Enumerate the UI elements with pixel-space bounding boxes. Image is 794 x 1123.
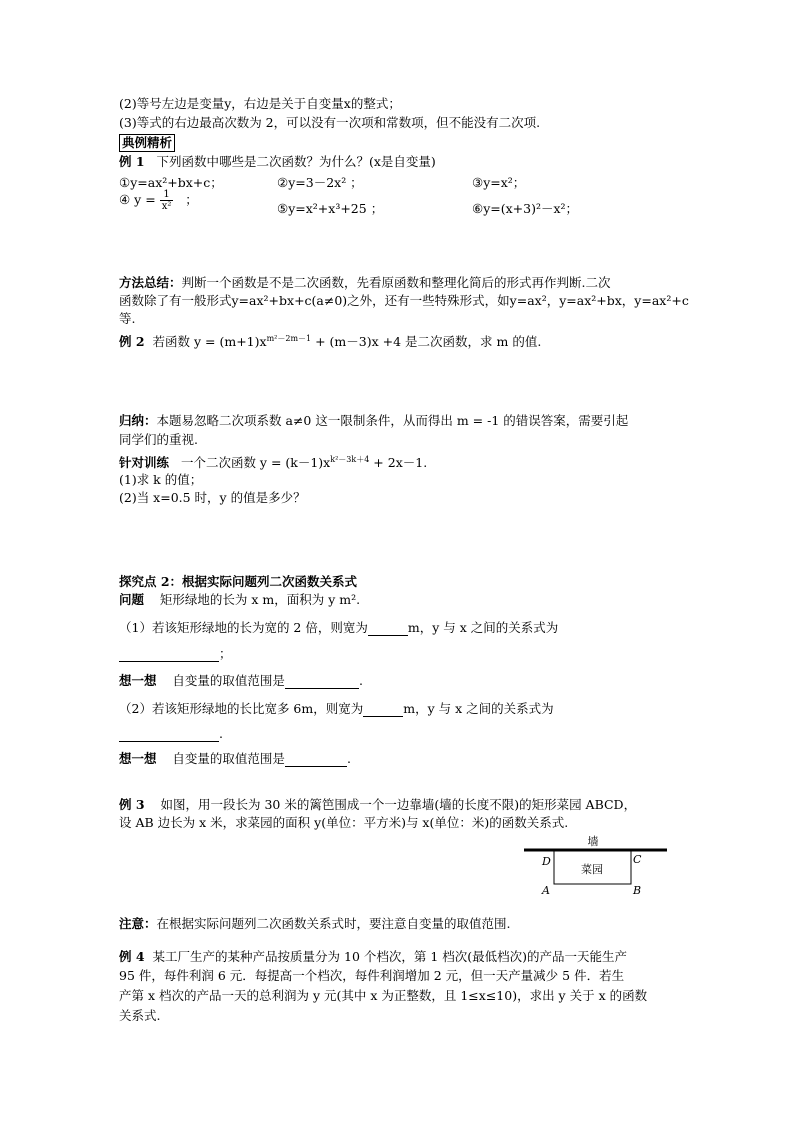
think-label: 想一想: [119, 751, 157, 766]
example-text: 下列函数中哪些是二次函数？为什么？(x是自变量): [156, 154, 436, 169]
example-4-line3: 产第 x 档次的产品一天的总利润为 y 元(其中 x 为正整数，且 1≤x≤10)，求出 y 关于 x 的函数: [119, 988, 648, 1003]
summary-text: 本题易忽略二次项系数 a≠0 这一限制条件，从而得出 m = -1 的错误答案，需要引起: [156, 413, 629, 428]
question-1-answer: [119, 646, 232, 662]
question-text: （2）若该矩形绿地的长比宽多 6m，则宽为: [119, 701, 364, 716]
think-text: 自变量的取值范围是: [172, 673, 285, 688]
probe-title: 探究点 2：根据实际问题列二次函数关系式: [119, 574, 358, 589]
example-label: 例 3: [119, 797, 145, 812]
point-d-label: D: [542, 855, 551, 868]
training-prompt: [119, 452, 427, 471]
garden-label: 菜园: [581, 863, 603, 876]
option-5: ⑤y=x²+x³+25 ；: [277, 201, 384, 216]
think-1: [119, 673, 363, 689]
point-b-label: B: [633, 884, 642, 897]
answer-blank[interactable]: [119, 727, 219, 742]
fraction: [160, 189, 174, 212]
question-text: （1）若该矩形绿地的长为宽的 2 倍，则宽为: [119, 620, 368, 635]
example-4-line1: [119, 949, 627, 965]
garden-figure: [521, 830, 671, 898]
example-3-line2: 设 AB 边长为 x 米，求菜园的面积 y(单位：平方米)与 x(单位：米)的函数关系式.: [119, 815, 569, 830]
point-a-label: A: [542, 884, 550, 897]
option-4: [119, 189, 198, 212]
training-question-2: (2)当 x=0.5 时，y 的值是多少？: [119, 490, 306, 505]
training-text: 一个二次函数 y = (k－1)x: [180, 455, 331, 471]
answer-blank[interactable]: [119, 647, 219, 662]
example-text: + (m－3)x +4 是二次函数，求 m 的值.: [311, 334, 542, 350]
exponent: k²－3k＋4: [330, 455, 370, 464]
question-text: m，y 与 x 之间的关系式为: [403, 701, 554, 716]
option-6: ⑥y=(x+3)²－x²；: [472, 201, 579, 216]
example-label: 例 2: [119, 334, 145, 350]
option-3: ③y=x²；: [472, 175, 526, 190]
section-title-text: 典例精析: [119, 134, 175, 152]
example-label: 例 1: [119, 154, 145, 169]
method-summary-line3: 等.: [119, 311, 136, 326]
question-2: [119, 701, 554, 717]
summary-line2: 同学们的重视.: [119, 432, 198, 447]
method-summary-line1: [119, 275, 611, 291]
example-1-prompt: [119, 154, 436, 170]
think-label: 想一想: [119, 673, 157, 688]
example-4-line4: 关系式.: [119, 1008, 161, 1023]
problem-text: 矩形绿地的长为 x m，面积为 y m².: [159, 592, 361, 607]
example-text: 如图，用一段长为 30 米的篱笆围成一个一边靠墙(墙的长度不限)的矩形菜园 ABCD，: [160, 797, 637, 812]
line-end: .: [346, 751, 351, 766]
method-label: 方法总结：: [119, 275, 182, 290]
method-text: 判断一个函数是不是二次函数，先看原函数和整理化简后的形式再作判断.二次: [181, 275, 611, 290]
point-c-label: C: [633, 853, 642, 866]
text-line: (3)等式的右边最高次数为 2，可以没有一次项和常数项，但不能没有二次项.: [119, 115, 541, 130]
option-4-prefix: ④ y =: [119, 192, 156, 207]
answer-blank[interactable]: [285, 674, 359, 689]
summary-label: 归纳：: [119, 413, 157, 428]
question-2-answer: [119, 726, 223, 742]
line-end: ；: [219, 646, 232, 661]
note: [119, 916, 511, 932]
question-text: m，y 与 x 之间的关系式为: [407, 620, 559, 635]
example-text: 某工厂生产的某种产品按质量分为 10 个档次，第 1 档次(最低档次)的产品一天能生产: [152, 949, 628, 964]
denominator: x²: [161, 201, 172, 212]
example-label: 例 4: [119, 949, 145, 964]
problem-statement: [119, 592, 360, 608]
exponent: m²－2m－1: [266, 334, 312, 343]
answer-blank[interactable]: [285, 752, 347, 767]
note-label: 注意：: [119, 916, 157, 931]
option-4-suffix: ；: [185, 192, 198, 207]
numerator: 1: [160, 189, 174, 201]
line-end: .: [358, 673, 363, 688]
problem-label: 问题: [119, 592, 145, 607]
training-question-1: (1)求 k 的值；: [119, 472, 203, 487]
summary-line1: [119, 413, 628, 429]
section-title: [119, 134, 175, 152]
example-2-prompt: [119, 331, 541, 350]
option-2: ②y=3－2x² ；: [277, 175, 363, 190]
option-1: ①y=ax²+bx+c；: [119, 175, 223, 190]
example-text: 若函数 y = (m+1)x: [152, 334, 267, 350]
note-text: 在根据实际问题列二次函数关系式时，要注意自变量的取值范围.: [156, 916, 511, 931]
question-1: [119, 620, 558, 636]
training-label: 针对训练: [119, 455, 170, 471]
text-line: (2)等号左边是变量y，右边是关于自变量x的整式；: [119, 96, 401, 111]
method-summary-line2: 函数除了有一般形式y=ax²+bx+c(a≠0)之外，还有一些特殊形式，如y=ax²，y=ax²+bx，y=ax²+c: [119, 293, 689, 308]
answer-blank[interactable]: [368, 621, 408, 636]
example-3-line1: [119, 797, 636, 813]
think-text: 自变量的取值范围是: [172, 751, 285, 766]
line-end: .: [219, 726, 223, 741]
answer-blank[interactable]: [363, 702, 403, 717]
think-2: [119, 751, 351, 767]
training-text: + 2x－1.: [369, 455, 428, 471]
example-4-line2: 95 件，每件利润 6 元．每提高一个档次，每件利润增加 2 元，但一天产量减少 5 件．若生: [119, 968, 625, 983]
wall-label: 墙: [587, 835, 599, 848]
